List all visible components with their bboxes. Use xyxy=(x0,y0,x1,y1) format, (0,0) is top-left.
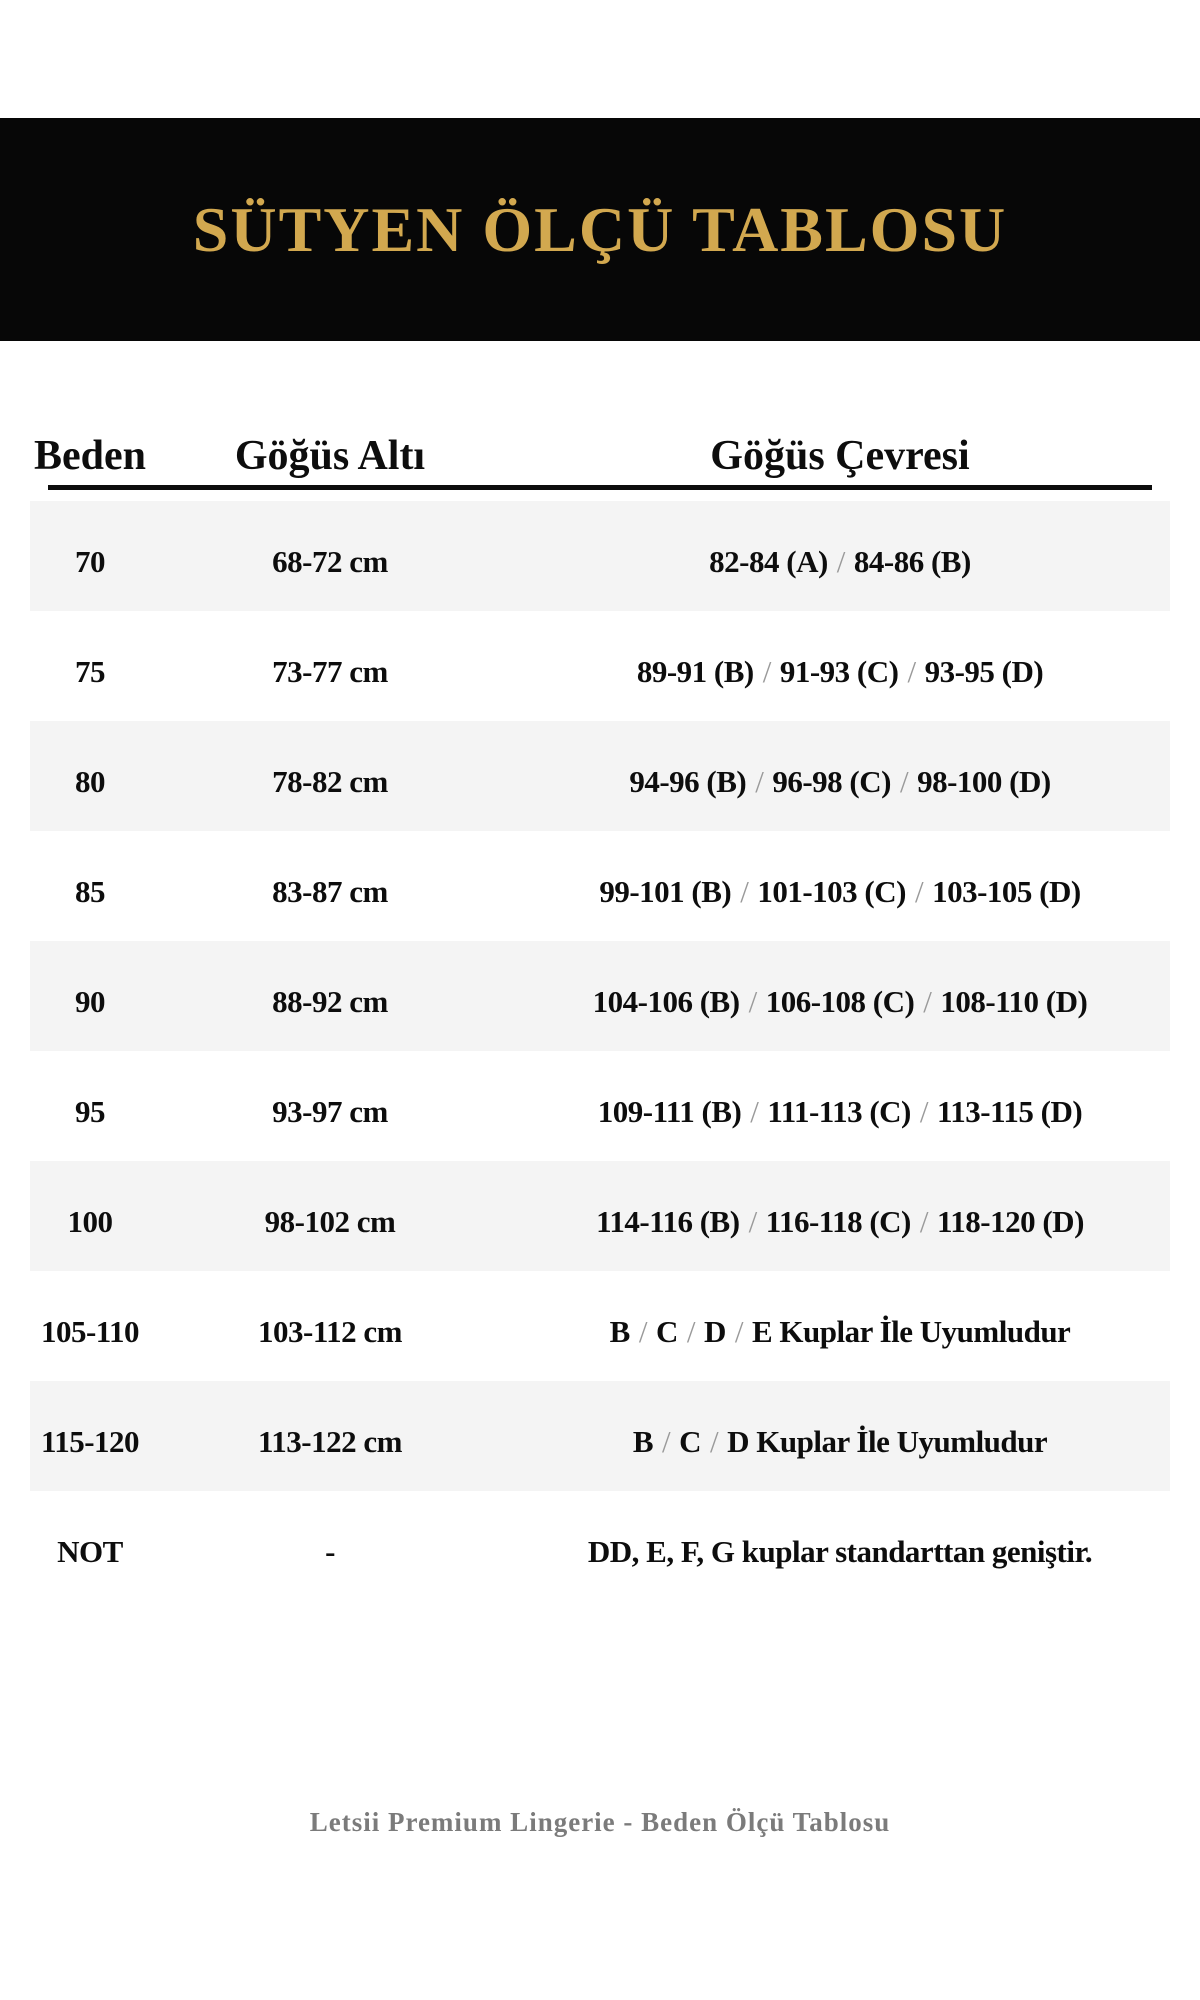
slash-separator: / xyxy=(899,764,909,799)
bust-segment: 82-84 (A) xyxy=(709,544,828,579)
slash-separator: / xyxy=(740,874,749,909)
bust-segment: B xyxy=(632,1424,653,1459)
size-cell: 100 xyxy=(67,1204,113,1239)
underbust-cell: 68-72 cm xyxy=(272,544,388,579)
bust-segment: 118-120 (D) xyxy=(937,1204,1084,1239)
bust-cell xyxy=(510,532,1170,580)
bust-segment: 89-91 (B) xyxy=(636,654,754,689)
bust-segment: 116-118 (C) xyxy=(765,1204,911,1239)
bust-segment: 84-86 (B) xyxy=(853,544,971,579)
underbust-cell: 98-102 cm xyxy=(264,1204,396,1239)
table-row xyxy=(30,1381,1170,1491)
title-banner xyxy=(0,118,1200,341)
table-row xyxy=(30,721,1170,831)
bust-cell xyxy=(510,642,1170,690)
page-title: SÜTYEN ÖLÇÜ TABLOSU xyxy=(192,193,1008,265)
size-cell: 115-120 xyxy=(40,1424,140,1459)
size-cell: 105-110 xyxy=(40,1314,140,1349)
slash-separator: / xyxy=(919,1204,928,1239)
col-header-gogus-alti: Göğüs Altı xyxy=(234,433,426,479)
table-header-row xyxy=(30,421,1170,477)
slash-separator: / xyxy=(748,984,757,1019)
col-header-gogus-cevresi: Göğüs Çevresi xyxy=(710,433,970,479)
bust-segment: 91-93 (C) xyxy=(779,654,899,689)
underbust-cell: 113-122 cm xyxy=(258,1424,402,1459)
bust-cell xyxy=(510,1412,1170,1460)
table-body xyxy=(30,501,1170,1601)
slash-separator: / xyxy=(638,1314,647,1349)
table-row xyxy=(30,1161,1170,1271)
underbust-cell: 83-87 cm xyxy=(272,874,388,909)
slash-separator: / xyxy=(907,654,916,689)
slash-separator: / xyxy=(914,874,924,909)
bust-cell xyxy=(510,972,1170,1020)
bust-segment: 114-116 (B) xyxy=(596,1204,740,1239)
table-row xyxy=(30,1271,1170,1381)
bust-cell xyxy=(510,1302,1170,1350)
footer-caption: Letsii Premium Lingerie - Beden Ölçü Tablosu xyxy=(309,1807,891,1837)
underbust-cell: 73-77 cm xyxy=(272,654,388,689)
slash-separator: / xyxy=(919,1094,929,1129)
table-row xyxy=(30,941,1170,1051)
bust-segment: B xyxy=(609,1314,630,1349)
underbust-cell: 103-112 cm xyxy=(258,1314,402,1349)
bust-cell xyxy=(510,862,1170,910)
table-row xyxy=(30,1491,1170,1601)
size-cell: 90 xyxy=(75,984,105,1019)
table-row xyxy=(30,501,1170,611)
size-cell: 75 xyxy=(75,654,105,689)
size-cell: 85 xyxy=(75,874,105,909)
bust-segment: 108-110 (D) xyxy=(940,984,1088,1019)
table-row xyxy=(30,611,1170,721)
table-row xyxy=(30,831,1170,941)
bust-segment: 98-100 (D) xyxy=(917,764,1051,799)
col-header-beden: Beden xyxy=(33,433,146,479)
slash-separator: / xyxy=(923,984,932,1019)
slash-separator: / xyxy=(748,1204,757,1239)
bust-segment: 113-115 (D) xyxy=(937,1094,1083,1129)
slash-separator: / xyxy=(710,1424,719,1459)
bust-segment: 96-98 (C) xyxy=(772,764,891,799)
header-divider xyxy=(48,485,1152,490)
size-table xyxy=(30,421,1170,1601)
bust-segment: 93-95 (D) xyxy=(924,654,1044,689)
bust-cell xyxy=(510,1082,1170,1130)
slash-separator: / xyxy=(662,1424,671,1459)
size-cell: NOT xyxy=(57,1534,123,1569)
slash-separator: / xyxy=(686,1314,695,1349)
size-cell: 80 xyxy=(75,764,105,799)
bust-cell xyxy=(510,1522,1170,1570)
bust-segment: 99-101 (B) xyxy=(599,874,732,909)
bust-segment: 94-96 (B) xyxy=(629,764,747,799)
slash-separator: / xyxy=(734,1314,743,1349)
slash-separator: / xyxy=(750,1094,759,1129)
bust-segment: 103-105 (D) xyxy=(932,874,1081,909)
underbust-cell: 78-82 cm xyxy=(272,764,388,799)
bust-segment: D Kuplar İle Uyumludur xyxy=(727,1424,1048,1459)
bust-segment: 109-111 (B) xyxy=(597,1094,742,1129)
bust-segment: 111-113 (C) xyxy=(767,1094,911,1129)
bust-segment: C xyxy=(655,1314,678,1349)
bust-segment: 104-106 (B) xyxy=(592,984,740,1019)
slash-separator: / xyxy=(836,544,845,579)
bust-segment: 101-103 (C) xyxy=(757,874,906,909)
bust-segment: D xyxy=(703,1314,726,1349)
size-cell: 95 xyxy=(75,1094,105,1129)
underbust-cell: 93-97 cm xyxy=(272,1094,388,1129)
table-row xyxy=(30,1051,1170,1161)
bust-segment: 106-108 (C) xyxy=(765,984,915,1019)
bust-cell xyxy=(510,1192,1170,1240)
underbust-cell: - xyxy=(325,1534,335,1569)
bust-segment: E Kuplar İle Uyumludur xyxy=(752,1314,1071,1349)
underbust-cell: 88-92 cm xyxy=(272,984,388,1019)
bust-segment: DD, E, F, G kuplar standarttan geniştir. xyxy=(587,1534,1093,1569)
slash-separator: / xyxy=(755,764,764,799)
bust-cell xyxy=(510,752,1170,800)
size-cell: 70 xyxy=(75,544,105,579)
slash-separator: / xyxy=(762,654,771,689)
bust-segment: C xyxy=(679,1424,702,1459)
